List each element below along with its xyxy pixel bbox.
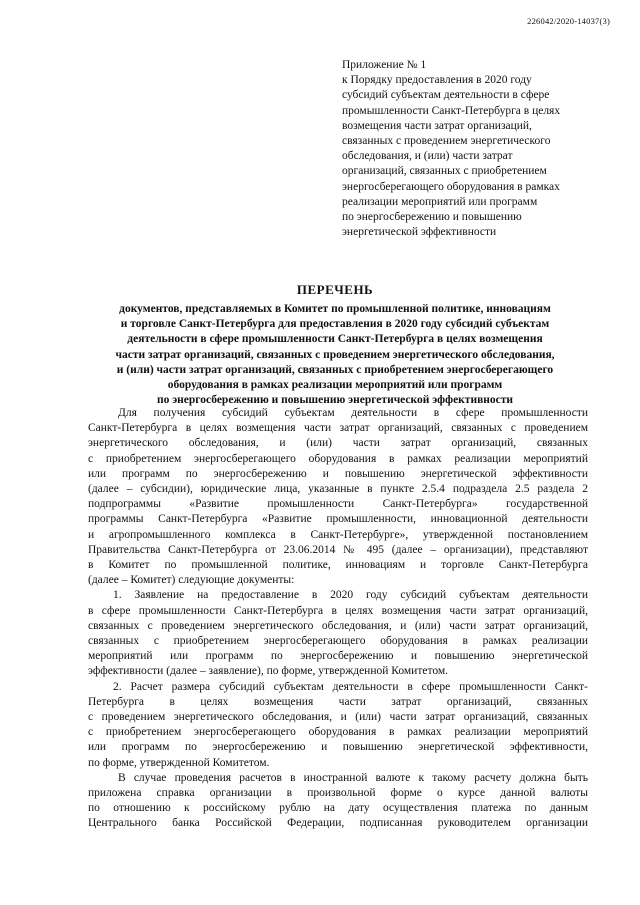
body-line: подпрограммы «Развитие промышленности Санкт-Петербурга» государственной — [88, 498, 588, 511]
heading-title: ПЕРЕЧЕНЬ — [296, 282, 374, 297]
document-body — [88, 406, 588, 832]
body-line: 1. Заявление на предоставление в 2020 году субсидий субъектам деятельности — [113, 589, 588, 602]
body-line: в сфере промышленности Санкт-Петербурга в целях возмещения части затрат организаций, — [88, 604, 588, 617]
body-line: в Комитет по промышленной политике, инновациям и торговле Санкт-Петербурга — [88, 559, 588, 572]
body-line: эффективности (далее – заявление), по форме, утвержденной Комитетом. — [88, 665, 449, 678]
body-line: 2. Расчет размера субсидий субъектам деятельности в сфере промышленности Санкт- — [113, 680, 588, 693]
appendix-line: Приложение № 1 — [342, 59, 427, 71]
body-line: (далее – субсидии), юридические лица, указанные в пункте 2.5.4 подраздела 2.5 раздела 2 — [88, 483, 588, 496]
body-line: с приобретением энергосберегающего оборудования в рамках реализации мероприятий — [88, 726, 588, 739]
body-line: энергетического обследования, и (или) части затрат организаций, связанных — [88, 437, 588, 450]
body-line: с проведением энергетического обследования, и (или) части затрат организаций, связанных — [88, 711, 588, 724]
heading-line: и торговле Санкт-Петербурга для предоставления в 2020 году субсидий субъектам — [120, 318, 550, 331]
body-line: с приобретением энергосберегающего оборудования в рамках реализации мероприятий — [88, 452, 588, 465]
appendix-line: промышленности Санкт-Петербурга в целях — [342, 104, 561, 117]
heading-line: деятельности в сфере промышленности Санкт-Петербурга в целях возмещения — [127, 333, 543, 346]
appendix-line: возмещения части затрат организаций, — [342, 119, 532, 132]
heading-line: оборудования в рамках реализации мероприятий или программ — [167, 379, 503, 392]
appendix-line: энергетической эффективности — [342, 226, 497, 239]
body-line: связанных с проведением энергетического обследования, и (или) части затрат организаций, — [88, 619, 588, 632]
document-number: 226042/2020-14037(3) — [527, 16, 610, 26]
body-line: или программ по энергосбережению и повышению энергетической эффективности, — [88, 741, 588, 754]
body-line: (далее – Комитет) следующие документы: — [88, 574, 295, 587]
appendix-line: связанных с проведением энергетического — [342, 135, 551, 148]
body-line: или программ по энергосбережению и повышению энергетической эффективности — [88, 467, 588, 480]
appendix-line: субсидий субъектам деятельности в сфере — [342, 89, 550, 102]
heading-line: документов, представляемых в Комитет по промышленной политике, инновациям — [119, 303, 551, 315]
heading-line: по энергосбережению и повышению энергетической эффективности — [156, 394, 514, 407]
heading-line: части затрат организаций, связанных с проведением энергетического обследования, — [115, 348, 555, 361]
body-line: приложена справка организации в произвольной форме о курсе данной валюты — [88, 787, 588, 800]
body-line: по отношению к российскому рублю на дату осуществления платежа по данным — [88, 802, 588, 815]
appendix-line: обследования, и (или) части затрат — [342, 150, 513, 163]
body-line: Правительства Санкт-Петербурга от 23.06.2014 № 495 (далее – организации), представляют — [88, 543, 588, 556]
appendix-line: организаций, связанных с приобретением — [342, 165, 547, 178]
appendix-line: энергосберегающего оборудования в рамках — [342, 180, 560, 193]
appendix-line: по энергосбережению и повышению — [342, 211, 522, 224]
appendix-line: реализации мероприятий или программ — [342, 195, 538, 208]
body-line: В случае проведения расчетов в иностранной валюте к такому расчету должна быть — [118, 771, 588, 784]
heading-line: и (или) части затрат организаций, связанных с приобретением энергосберегающего — [116, 363, 554, 376]
appendix-block — [342, 58, 617, 240]
body-line: мероприятий или программ по энергосбережению и повышению энергетической — [88, 650, 588, 663]
body-line: программы Санкт-Петербурга «Развитие промышленности, инновационной деятельности — [88, 513, 588, 526]
body-line: связанных с приобретением энергосберегающего оборудования в рамках реализации — [88, 635, 588, 648]
appendix-line: к Порядку предоставления в 2020 году — [342, 74, 532, 87]
body-line: и агропромышленного комплекса в Санкт-Петербурге», утвержденной постановлением — [88, 528, 588, 541]
body-line: Петербурга в целях возмещения части затрат организаций, связанных — [88, 695, 588, 708]
body-line: Центрального банка Российской Федерации, подписанная руководителем организации — [88, 817, 588, 830]
body-line: по форме, утвержденной Комитетом. — [88, 756, 270, 769]
body-line: Санкт-Петербурга в целях возмещения части затрат организаций, связанных с проведением — [88, 422, 588, 435]
body-line: Для получения субсидий субъектам деятельности в сфере промышленности — [118, 407, 588, 419]
document-heading — [60, 282, 610, 408]
